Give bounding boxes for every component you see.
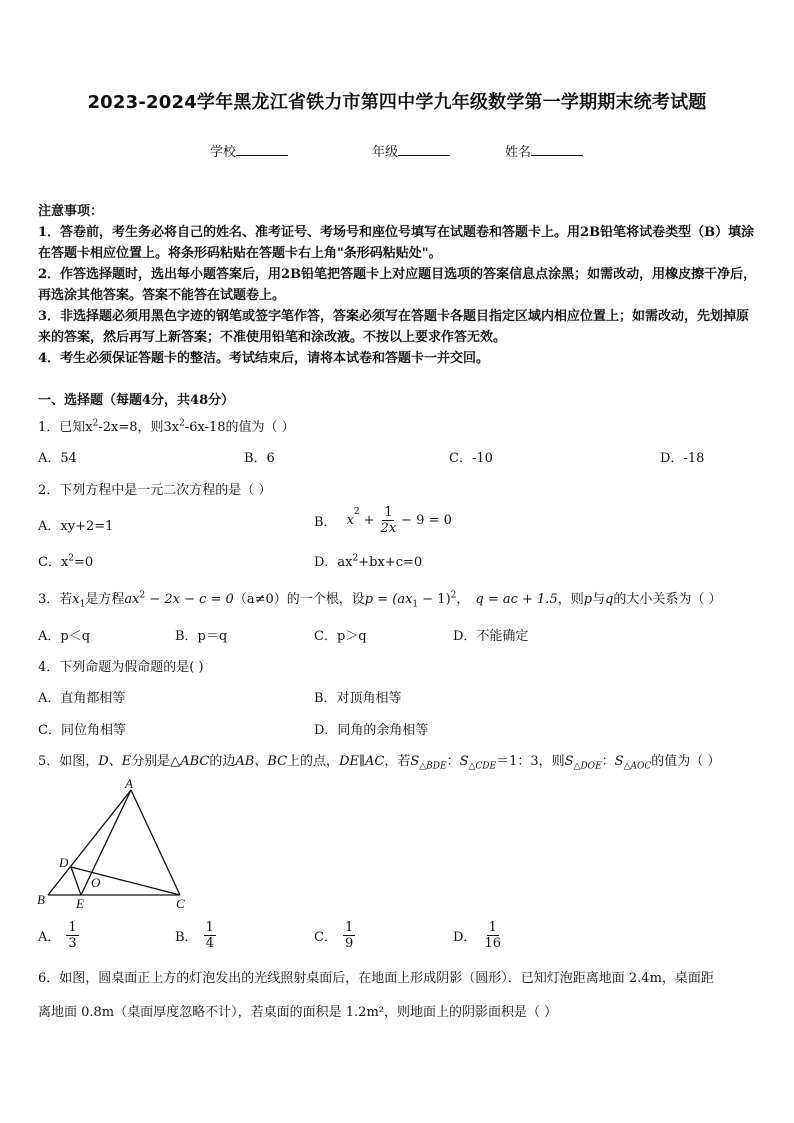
question-1-stem: 1．已知$x^2-2x=8$，则$3x^2-6x-18$的值为（ ） [38, 418, 295, 435]
q1-option-b[interactable]: B．6 [244, 451, 275, 466]
name-blank [531, 143, 583, 156]
grade-field[interactable] [372, 141, 450, 160]
school-blank [236, 143, 288, 156]
q1-option-d[interactable]: D．-18 [660, 451, 705, 466]
triangle-figure [30, 776, 200, 916]
q2-option-d[interactable]: D．$ax^2+bx+c=0$ [314, 553, 423, 570]
q4-option-a[interactable]: A．直角都相等 [38, 691, 126, 706]
school-field[interactable] [210, 141, 288, 160]
q5-option-a[interactable]: A． $\frac{1}{3}$ [38, 920, 77, 951]
q2-option-b[interactable]: B． x $^2$ + $\frac{1}{2x}$ − 9 = 0 [314, 505, 452, 536]
q1-option-c[interactable]: C．-10 [449, 451, 493, 466]
school-label: 学校 [210, 145, 237, 160]
label-o: O [91, 875, 101, 890]
q5-option-b[interactable]: B． $\frac{1}{4}$ [175, 920, 214, 951]
question-6-line-1: 6．如图，圆桌面正上方的灯泡发出的光线照射桌面后，在地面上形成阴影（圆形）．已知灯泡距离地面 2.4m，桌面距 [38, 971, 714, 986]
name-label: 姓名 [505, 145, 532, 160]
notice-block [38, 201, 760, 369]
label-c: C [176, 896, 185, 911]
notice-item-3: 3．非选择题必须用黑色字迹的钢笔或签字笔作答，答案必须写在答题卡各题目指定区域内相应位置上；如需改动，先划掉原来的答案，然后再写上新答案；不准使用铅笔和涂改液。不按以上要求作答无效。 [38, 309, 750, 345]
page-title: 2023-2024学年黑龙江省铁力市第四中学九年级数学第一学期期末统考试题 [87, 92, 707, 113]
grade-label: 年级 [372, 145, 399, 160]
notice-item-1: 1．答卷前，考生务必将自己的姓名、准考证号、考场号和座位号填写在试题卷和答题卡上。用2B铅笔将试卷类型（B）填涂在答题卡相应位置上。将条形码粘贴在答题卡右上角"条形码粘贴处"。 [38, 225, 755, 261]
q4-option-c[interactable]: C．同位角相等 [38, 723, 126, 738]
q3-option-b[interactable]: B．p＝q [175, 629, 228, 644]
q2-option-c[interactable]: C．$x^2=0$ [38, 553, 94, 570]
q3-option-c[interactable]: C．p＞q [314, 629, 367, 644]
q4-option-d[interactable]: D．同角的余角相等 [314, 723, 429, 738]
q5-option-d[interactable]: D． $\frac{1}{16}$ [453, 920, 501, 951]
grade-blank [398, 143, 450, 156]
question-5-stem: 5．如图，D、E分别是△ABC的边AB、BC上的点，DE∥AC，若$S_{\triangle BDE}$：$S_{\triangle CDE}=1$：3，则$S_{\triangle DOE}$：$S_{\triangle AOC}$的值为（ ） [38, 754, 721, 772]
notice-item-2: 2．作答选择题时，选出每小题答案后，用2B铅笔把答题卡上对应题目选项的答案信息点涂黑；如需改动，用橡皮擦干净后，再选涂其他答案。答案不能答在试题卷上。 [38, 267, 757, 303]
question-2-stem: 2．下列方程中是一元二次方程的是（ ） [38, 483, 272, 498]
notice-heading: 注意事项： [38, 204, 104, 219]
question-6-line-2: 离地面 0.8m（桌面厚度忽略不计），若桌面的面积是 1.2m²，则地面上的阴影面积是（ ） [38, 1005, 558, 1020]
q3-option-d[interactable]: D．不能确定 [453, 629, 529, 644]
notice-item-4: 4．考生必须保证答题卡的整洁。考试结束后，请将本试卷和答题卡一并交回。 [38, 351, 490, 366]
q3-option-a[interactable]: A．p＜q [38, 629, 91, 644]
q5-option-c[interactable]: C． $\frac{1}{9}$ [314, 920, 354, 951]
label-d: D [59, 855, 69, 870]
question-3-stem: 3．若$x_1$是方程$ax^2 - 2x - c = 0(a\ne 0)$的一个根，设$p = (ax_1 - 1)^2$， q = ac + 1.5，则p与q的大小关系为（ ） [38, 590, 722, 610]
name-field[interactable] [505, 141, 583, 160]
q4-option-b[interactable]: B．对顶角相等 [314, 691, 402, 706]
q2-option-a[interactable]: A．xy+2=1 [38, 519, 114, 534]
section-heading: 一、选择题（每题4分，共48分） [38, 393, 235, 408]
question-4-stem: 4．下列命题为假命题的是( ) [38, 660, 204, 675]
label-e: E [76, 896, 84, 911]
q1-option-a[interactable]: A．54 [38, 451, 77, 466]
label-b: B [37, 892, 45, 907]
label-a: A [125, 776, 133, 791]
